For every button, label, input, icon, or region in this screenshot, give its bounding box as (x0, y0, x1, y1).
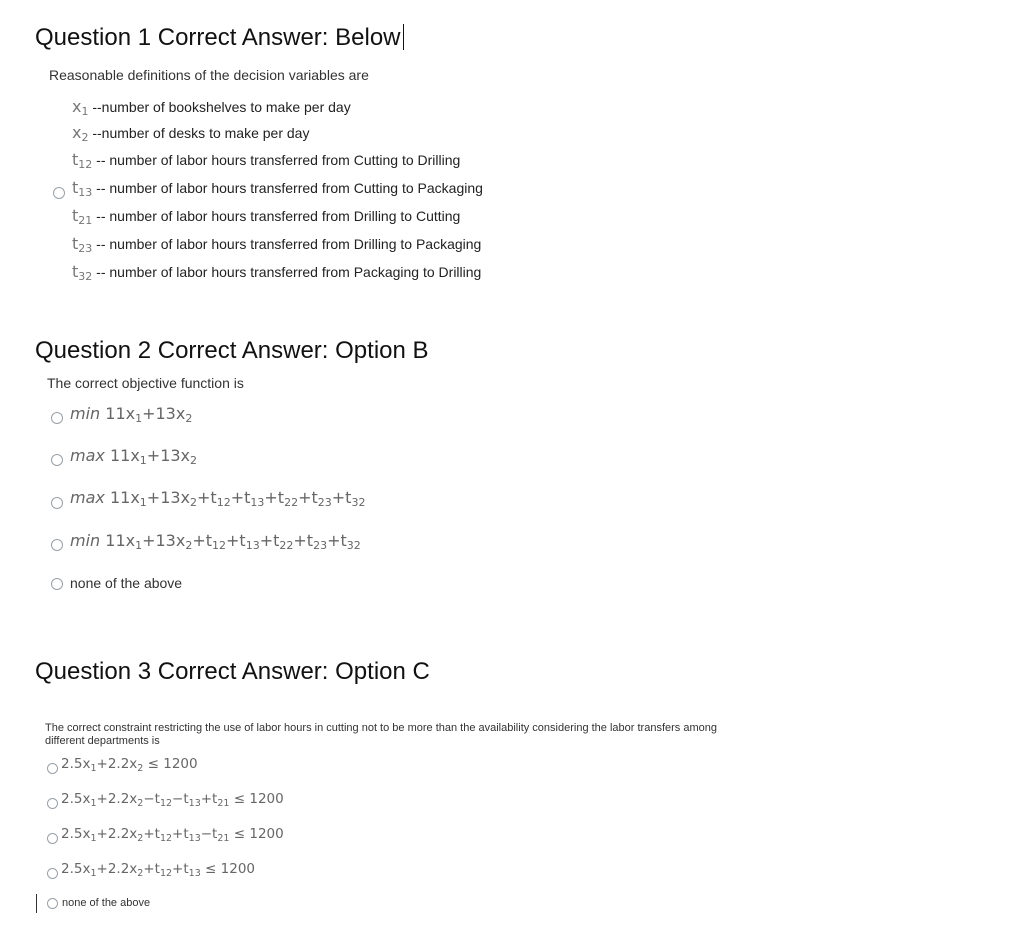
q3-option-b: $2.5x_1+2.2x_2-t_{12}-t_{13}+t_{21} \le 1200$ (61, 791, 284, 809)
q2-option-c-radio[interactable] (51, 497, 63, 509)
var-symbol: $t_{23}$ (72, 234, 93, 255)
var-symbol: $x_1$ (72, 97, 89, 118)
text-cursor (403, 24, 404, 50)
q1-var-t12 (72, 150, 460, 171)
q3-option-a-radio[interactable] (47, 763, 58, 774)
q2-option-b: $\max 11x_1+13x_2$ (70, 446, 198, 467)
var-symbol: $x_2$ (72, 123, 89, 144)
q3-intro-line-2: different departments is (45, 735, 160, 747)
var-description: -- number of labor hours transferred from Drilling to Packaging (96, 236, 482, 252)
var-description: -- number of labor hours transferred from Packaging to Drilling (96, 264, 482, 280)
q1-var-x2 (72, 123, 309, 144)
q3-option-d-radio[interactable] (47, 868, 58, 879)
q3-intro-line-1: The correct constraint restricting the use of labor hours in cutting not to be more than the availability considering the labor transfers among (45, 722, 717, 734)
q3-option-c-radio[interactable] (47, 833, 58, 844)
q2-option-a: $\min 11x_1+13x_2$ (70, 404, 193, 425)
q2-option-c: $\max 11x_1+13x_2+t_{12}+t_{13}+t_{22}+t_{23}+t_{32}$ (70, 488, 366, 509)
q3-option-a: $2.5x_1+2.2x_2 \le 1200$ (61, 756, 198, 774)
q2-option-d: $\min 11x_1+13x_2+t_{12}+t_{13}+t_{22}+t_{23}+t_{32}$ (70, 531, 361, 552)
var-description: -- number of labor hours transferred from Cutting to Packaging (96, 180, 483, 196)
q2-option-d-radio[interactable] (51, 539, 63, 551)
q2-heading: Question 2 Correct Answer: Option B (35, 337, 429, 364)
q3-option-e: none of the above (62, 897, 151, 909)
q1-var-t23 (72, 234, 481, 255)
q1-var-t21 (72, 206, 460, 227)
q3-option-d: $2.5x_1+2.2x_2+t_{12}+t_{13} \le 1200$ (61, 861, 256, 879)
q3-intro (45, 722, 717, 748)
q1-heading-text: Question 1 Correct Answer: Below (35, 24, 401, 51)
q3-option-e-radio[interactable] (47, 898, 58, 909)
var-symbol: $t_{13}$ (72, 178, 93, 199)
var-description: --number of desks to make per day (92, 125, 310, 141)
q2-option-b-radio[interactable] (51, 454, 63, 466)
q2-option-a-radio[interactable] (51, 412, 63, 424)
text-cursor-bar (36, 894, 37, 913)
q1-radio[interactable] (53, 187, 65, 199)
q2-intro: The correct objective function is (47, 375, 244, 391)
var-symbol: $t_{12}$ (72, 150, 93, 171)
q3-option-b-radio[interactable] (47, 798, 58, 809)
q3-option-c: $2.5x_1+2.2x_2+t_{12}+t_{13}-t_{21} \le 1200$ (61, 826, 284, 844)
var-description: --number of bookshelves to make per day (92, 99, 351, 115)
var-symbol: $t_{32}$ (72, 262, 93, 283)
q1-var-t13 (72, 178, 483, 199)
q2-option-e-radio[interactable] (51, 578, 63, 590)
var-symbol: $t_{21}$ (72, 206, 93, 227)
q3-heading: Question 3 Correct Answer: Option C (35, 658, 430, 685)
q2-option-e: none of the above (70, 575, 183, 591)
var-description: -- number of labor hours transferred from Cutting to Drilling (96, 152, 461, 168)
var-description: -- number of labor hours transferred from Drilling to Cutting (96, 208, 461, 224)
q1-intro: Reasonable definitions of the decision variables are (49, 67, 369, 83)
q1-var-x1 (72, 97, 351, 118)
q1-heading (35, 24, 404, 52)
q1-var-t32 (72, 262, 481, 283)
